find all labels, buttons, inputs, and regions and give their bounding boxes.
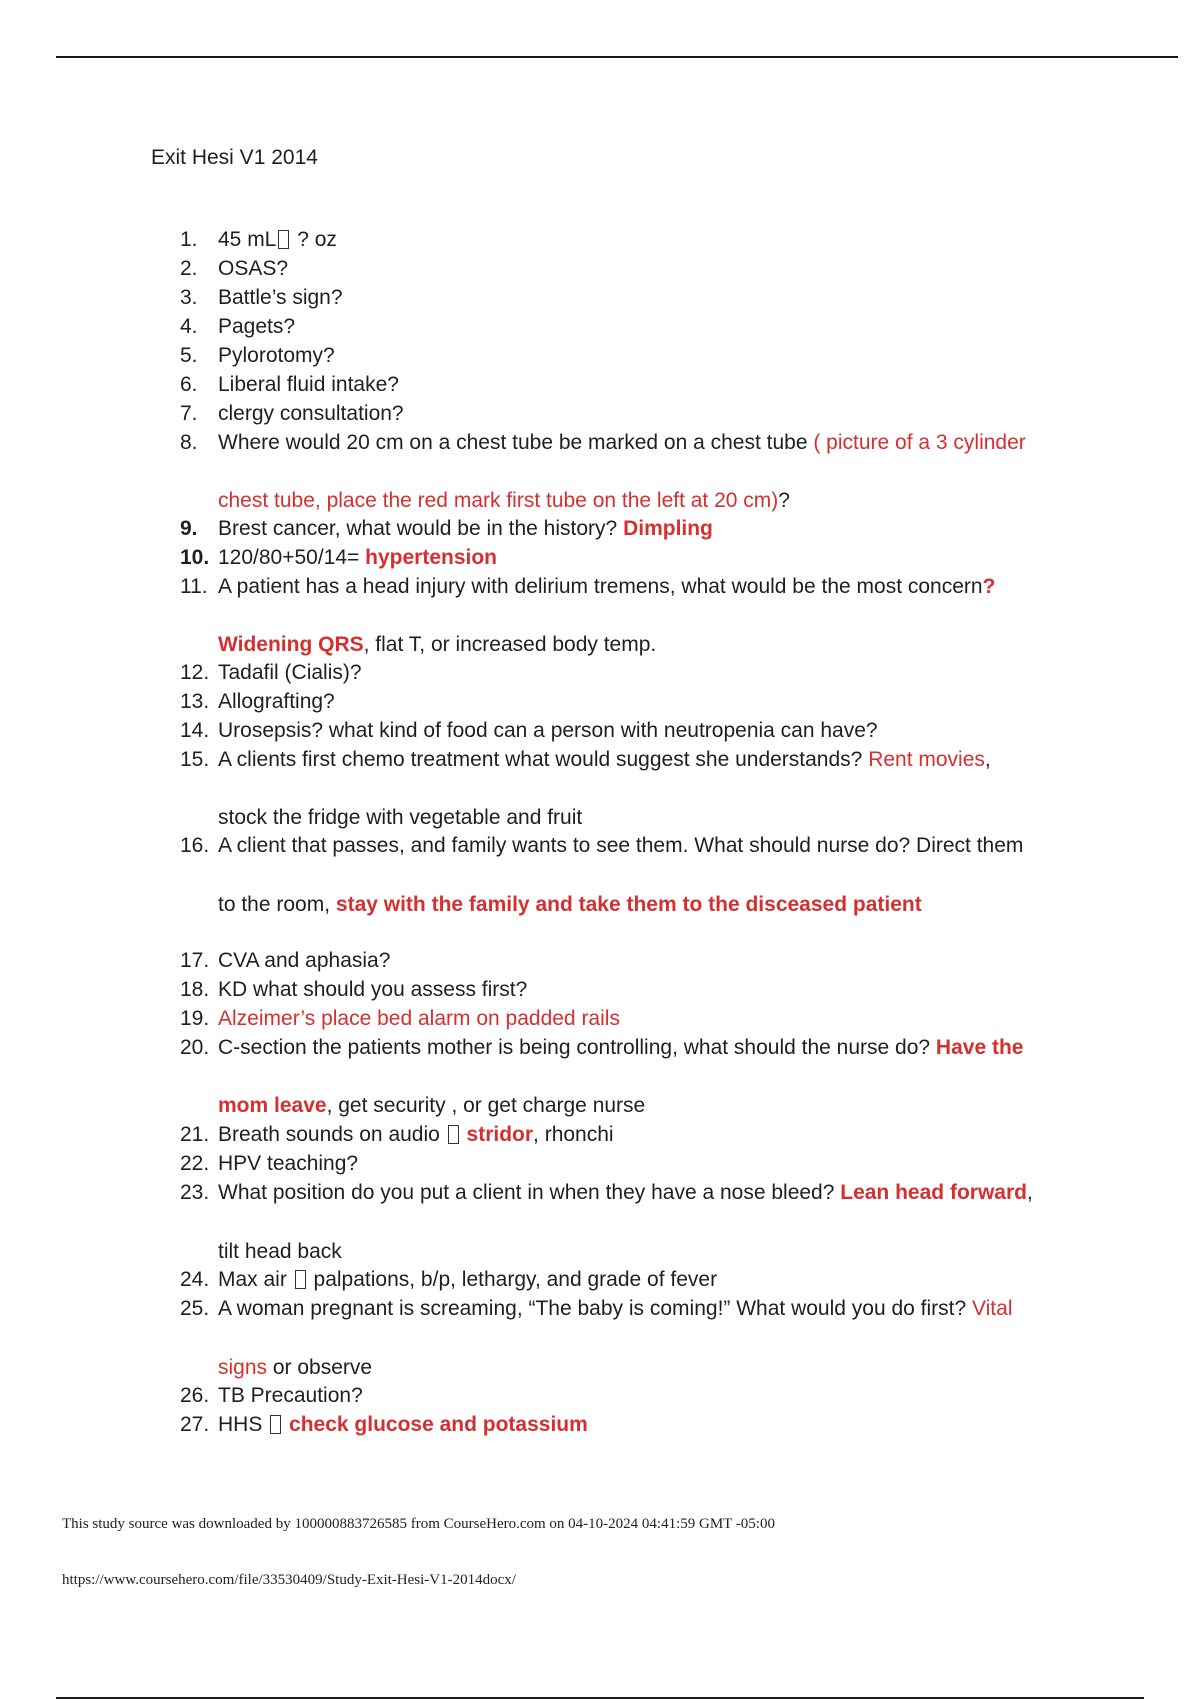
item-number: 3. <box>180 286 198 309</box>
question-text: A client that passes, and family wants to see them. What should nurse do? Direct them <box>218 834 1024 857</box>
question-text: Liberal fluid intake? <box>218 373 399 396</box>
question-text: CVA and aphasia? <box>218 949 391 972</box>
item-number: 13. <box>180 690 210 713</box>
answer-text: signs <box>218 1356 268 1379</box>
question-item <box>180 834 1023 858</box>
item-number: 17. <box>180 949 210 972</box>
question-item <box>180 373 399 397</box>
answer-text: ? <box>982 575 996 598</box>
question-text: , get security , or get charge nurse <box>326 1094 646 1117</box>
item-number: 10. <box>180 546 210 569</box>
question-text: 45 mL <box>218 228 277 251</box>
item-number: 9. <box>180 517 198 540</box>
source-url[interactable]: https://www.coursehero.com/file/33530409/Study-Exit-Hesi-V1-2014docx/ <box>62 1572 516 1588</box>
question-text: Pylorotomy? <box>218 344 335 367</box>
question-text: HPV teaching? <box>218 1152 359 1175</box>
item-number: 26. <box>180 1384 210 1407</box>
question-item <box>180 1007 620 1031</box>
item-number: 19. <box>180 1007 210 1030</box>
question-text: Urosepsis? what kind of food can a person with neutropenia can have? <box>218 719 878 742</box>
question-text: Max air <box>218 1268 293 1291</box>
question-continuation <box>218 806 582 830</box>
item-number: 2. <box>180 257 198 280</box>
question-text: Tadafil (Cialis)? <box>218 661 362 684</box>
question-text: tilt head back <box>218 1240 342 1263</box>
missing-glyph-icon <box>278 230 289 249</box>
item-number: 25. <box>180 1297 210 1320</box>
question-text: Where would 20 cm on a chest tube be marked on a chest tube <box>218 431 814 454</box>
question-item <box>180 546 497 570</box>
question-text: What position do you put a client in when they have a nose bleed? <box>218 1181 841 1204</box>
question-item <box>180 748 991 772</box>
question-text: C-section the patients mother is being controlling, what should the nurse do? <box>218 1036 936 1059</box>
question-item <box>180 719 878 743</box>
item-number: 8. <box>180 431 198 454</box>
missing-glyph-icon <box>448 1125 459 1144</box>
item-number: 20. <box>180 1036 210 1059</box>
answer-text: Rent movies <box>868 748 985 771</box>
question-text: ? oz <box>291 228 337 251</box>
item-number: 11. <box>180 575 208 598</box>
question-text: HHS <box>218 1413 269 1436</box>
question-text: KD what should you assess first? <box>218 978 528 1001</box>
question-text: A clients first chemo treatment what would suggest she understands? <box>218 748 869 771</box>
question-text: , flat T, or increased body temp. <box>363 633 657 656</box>
question-item <box>180 517 713 541</box>
question-item <box>180 949 390 973</box>
download-note: This study source was downloaded by 100000883726585 from CourseHero.com on 04-10-2024 04:41:59 GMT -05:00 <box>62 1516 775 1532</box>
answer-text: ( picture of a 3 cylinder <box>813 431 1026 454</box>
question-text: , rhonchi <box>533 1123 614 1146</box>
item-number: 5. <box>180 344 198 367</box>
question-item <box>180 1036 1023 1060</box>
question-text: Battle’s sign? <box>218 286 343 309</box>
answer-text: Lean head forward <box>840 1181 1027 1204</box>
question-item <box>180 431 1026 455</box>
question-continuation <box>218 893 922 917</box>
item-number: 16. <box>180 834 210 857</box>
question-text: , <box>984 748 991 771</box>
question-continuation <box>218 1356 372 1380</box>
item-number: 23. <box>180 1181 210 1204</box>
question-text: Allografting? <box>218 690 335 713</box>
question-item <box>180 1181 1033 1205</box>
item-number: 24. <box>180 1268 210 1291</box>
question-item <box>180 344 335 368</box>
question-item <box>180 1152 358 1176</box>
question-item <box>180 1384 363 1408</box>
answer-text: stridor <box>466 1123 534 1146</box>
answer-text: Widening QRS <box>218 633 364 656</box>
question-item <box>180 661 362 685</box>
answer-text: stay with the family and take them to the disceased patient <box>335 893 922 916</box>
answer-text: Dimpling <box>623 517 713 540</box>
question-continuation <box>218 633 656 657</box>
question-item <box>180 257 288 281</box>
question-item <box>180 1297 1013 1321</box>
question-item <box>180 575 995 599</box>
item-number: 22. <box>180 1152 210 1175</box>
answer-text: hypertension <box>365 546 498 569</box>
item-number: 6. <box>180 373 198 396</box>
question-continuation <box>218 1094 645 1118</box>
question-continuation <box>218 1240 342 1264</box>
question-text: stock the fridge with vegetable and fruit <box>218 806 583 829</box>
document-title: Exit Hesi V1 2014 <box>151 146 318 169</box>
question-text: Pagets? <box>218 315 296 338</box>
question-item <box>180 1268 717 1292</box>
question-text: A woman pregnant is screaming, “The baby is coming!” What would you do first? <box>218 1297 973 1320</box>
question-text: TB Precaution? <box>218 1384 363 1407</box>
answer-text: check glucose and potassium <box>289 1413 588 1436</box>
item-number: 12. <box>180 661 210 684</box>
question-text: A patient has a head injury with delirium tremens, what would be the most concern <box>218 575 983 598</box>
answer-text: Have the <box>935 1036 1024 1059</box>
question-text: Brest cancer, what would be in the history? <box>218 517 624 540</box>
question-text: , <box>1026 1181 1033 1204</box>
question-text: OSAS? <box>218 257 289 280</box>
answer-text: mom leave <box>218 1094 327 1117</box>
answer-text: Alzeimer’s place bed alarm on padded rails <box>218 1007 620 1030</box>
question-item <box>180 1413 588 1437</box>
question-item <box>180 228 337 252</box>
question-text: Breath sounds on audio <box>218 1123 446 1146</box>
question-text: clergy consultation? <box>218 402 404 425</box>
question-text: to the room, <box>218 893 336 916</box>
question-text: or observe <box>267 1356 373 1379</box>
question-item <box>180 402 404 426</box>
question-text: palpations, b/p, lethargy, and grade of fever <box>307 1268 718 1291</box>
question-item <box>180 978 527 1002</box>
item-number: 7. <box>180 402 198 425</box>
answer-text: Vital <box>972 1297 1013 1320</box>
question-item <box>180 286 343 310</box>
missing-glyph-icon <box>270 1415 281 1434</box>
question-text: 120/80+50/14= <box>218 546 366 569</box>
question-item <box>180 690 335 714</box>
question-text: ? <box>778 489 790 512</box>
item-number: 18. <box>180 978 210 1001</box>
item-number: 14. <box>180 719 210 742</box>
item-number: 15. <box>180 748 210 771</box>
missing-glyph-icon <box>295 1270 306 1289</box>
bottom-rule <box>56 1697 1144 1699</box>
item-number: 1. <box>180 228 198 251</box>
item-number: 27. <box>180 1413 210 1436</box>
item-number: 4. <box>180 315 198 338</box>
answer-text: chest tube, place the red mark first tube on the left at 20 cm) <box>218 489 779 512</box>
question-item <box>180 1123 614 1147</box>
item-number: 21. <box>180 1123 210 1146</box>
question-item <box>180 315 295 339</box>
question-continuation <box>218 489 790 513</box>
